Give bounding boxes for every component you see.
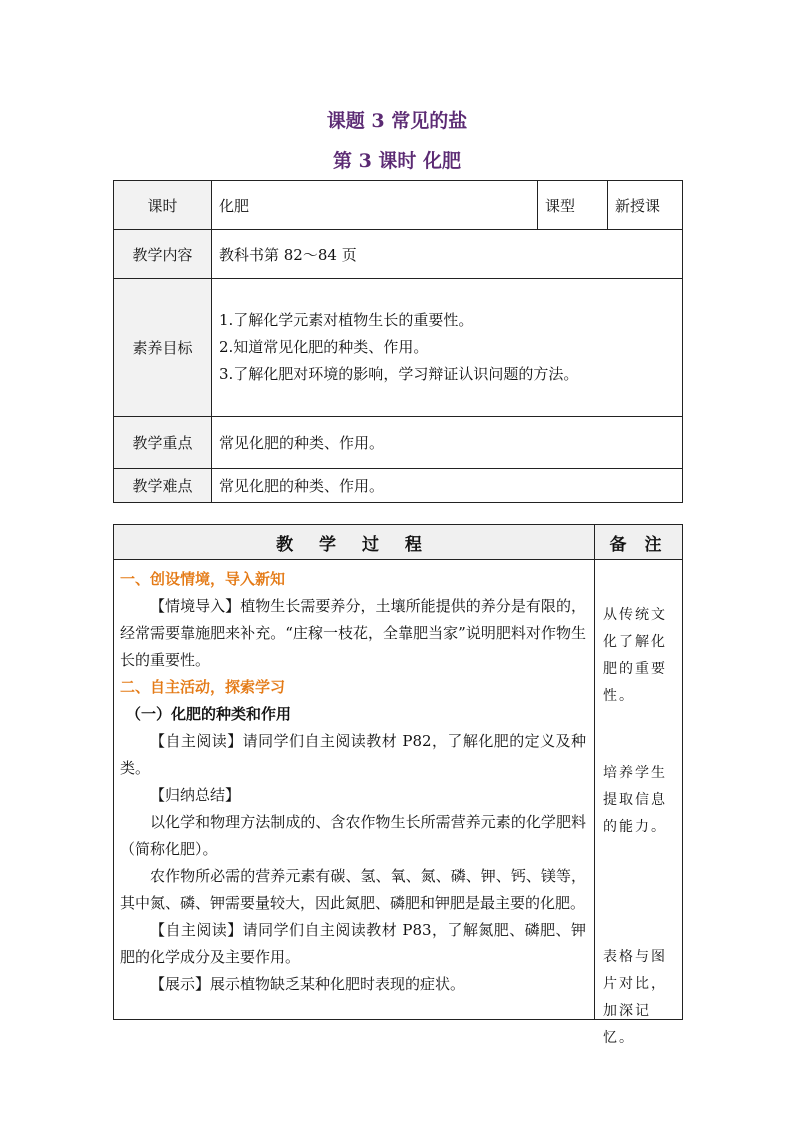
period-label: 课时 [114, 181, 212, 230]
paragraph: 【情境导入】植物生长需要养分，土壤所能提供的养分是有限的，经常需要靠施肥来补充。“庄稼一枝花，全靠肥当家”说明肥料对作物生长的重要性。 [120, 597, 586, 669]
process-header: 教 学 过 程 [114, 525, 595, 560]
summary-label: 【归纳总结】 [150, 786, 241, 804]
section-heading: 二、自主活动，探索学习 [120, 678, 286, 696]
paragraph: 农作物所必需的营养元素有碳、氢、氧、氮、磷、钾、钙、镁等，其中氮、磷、钾需要量较大，因此氮肥、磷肥和钾肥是最主要的化肥。 [120, 867, 586, 912]
key-point-value: 常见化肥的种类、作用。 [212, 417, 683, 469]
paragraph: 【展示】展示植物缺乏某种化肥时表现的症状。 [150, 975, 466, 993]
notes-header: 备 注 [595, 525, 683, 560]
goal-item: 1.了解化学元素对植物生长的重要性。 [219, 311, 474, 329]
difficult-point-label: 教学难点 [114, 469, 212, 503]
note: 表格与图片对比，加深记忆。 [603, 949, 667, 1046]
paragraph: 【自主阅读】请同学们自主阅读教材 P82，了解化肥的定义及种类。 [120, 732, 586, 777]
type-value: 新授课 [608, 181, 683, 230]
process-table [113, 524, 683, 1046]
paragraph: 以化学和物理方法制成的、含农作物生长所需营养元素的化学肥料（简称化肥）。 [120, 813, 586, 858]
process-body [114, 560, 595, 1020]
section-heading: 一、创设情境，导入新知 [120, 570, 286, 588]
info-table [113, 180, 683, 503]
content-value: 教科书第 82～84 页 [212, 230, 683, 279]
key-point-label: 教学重点 [114, 417, 212, 469]
goals-label: 素养目标 [114, 279, 212, 417]
lesson-title: 课题 3 常见的盐 [326, 110, 468, 132]
subsection-heading: （一）化肥的种类和作用 [126, 705, 292, 723]
goals-list [212, 279, 683, 417]
type-label: 课型 [538, 181, 608, 230]
content-label: 教学内容 [114, 230, 212, 279]
goal-item: 3.了解化肥对环境的影响，学习辩证认识问题的方法。 [219, 365, 579, 383]
lesson-subtitle: 第 3 课时 化肥 [332, 150, 462, 172]
difficult-point-value: 常见化肥的种类、作用。 [212, 469, 683, 503]
note: 培养学生提取信息的能力。 [603, 765, 667, 835]
note: 从传统文化了解化肥的重要性。 [603, 607, 667, 704]
goal-item: 2.知道常见化肥的种类、作用。 [219, 338, 429, 356]
notes-column [595, 560, 683, 1046]
period-value: 化肥 [212, 181, 538, 230]
paragraph: 【自主阅读】请同学们自主阅读教材 P83，了解氮肥、磷肥、钾肥的化学成分及主要作用。 [120, 921, 586, 966]
